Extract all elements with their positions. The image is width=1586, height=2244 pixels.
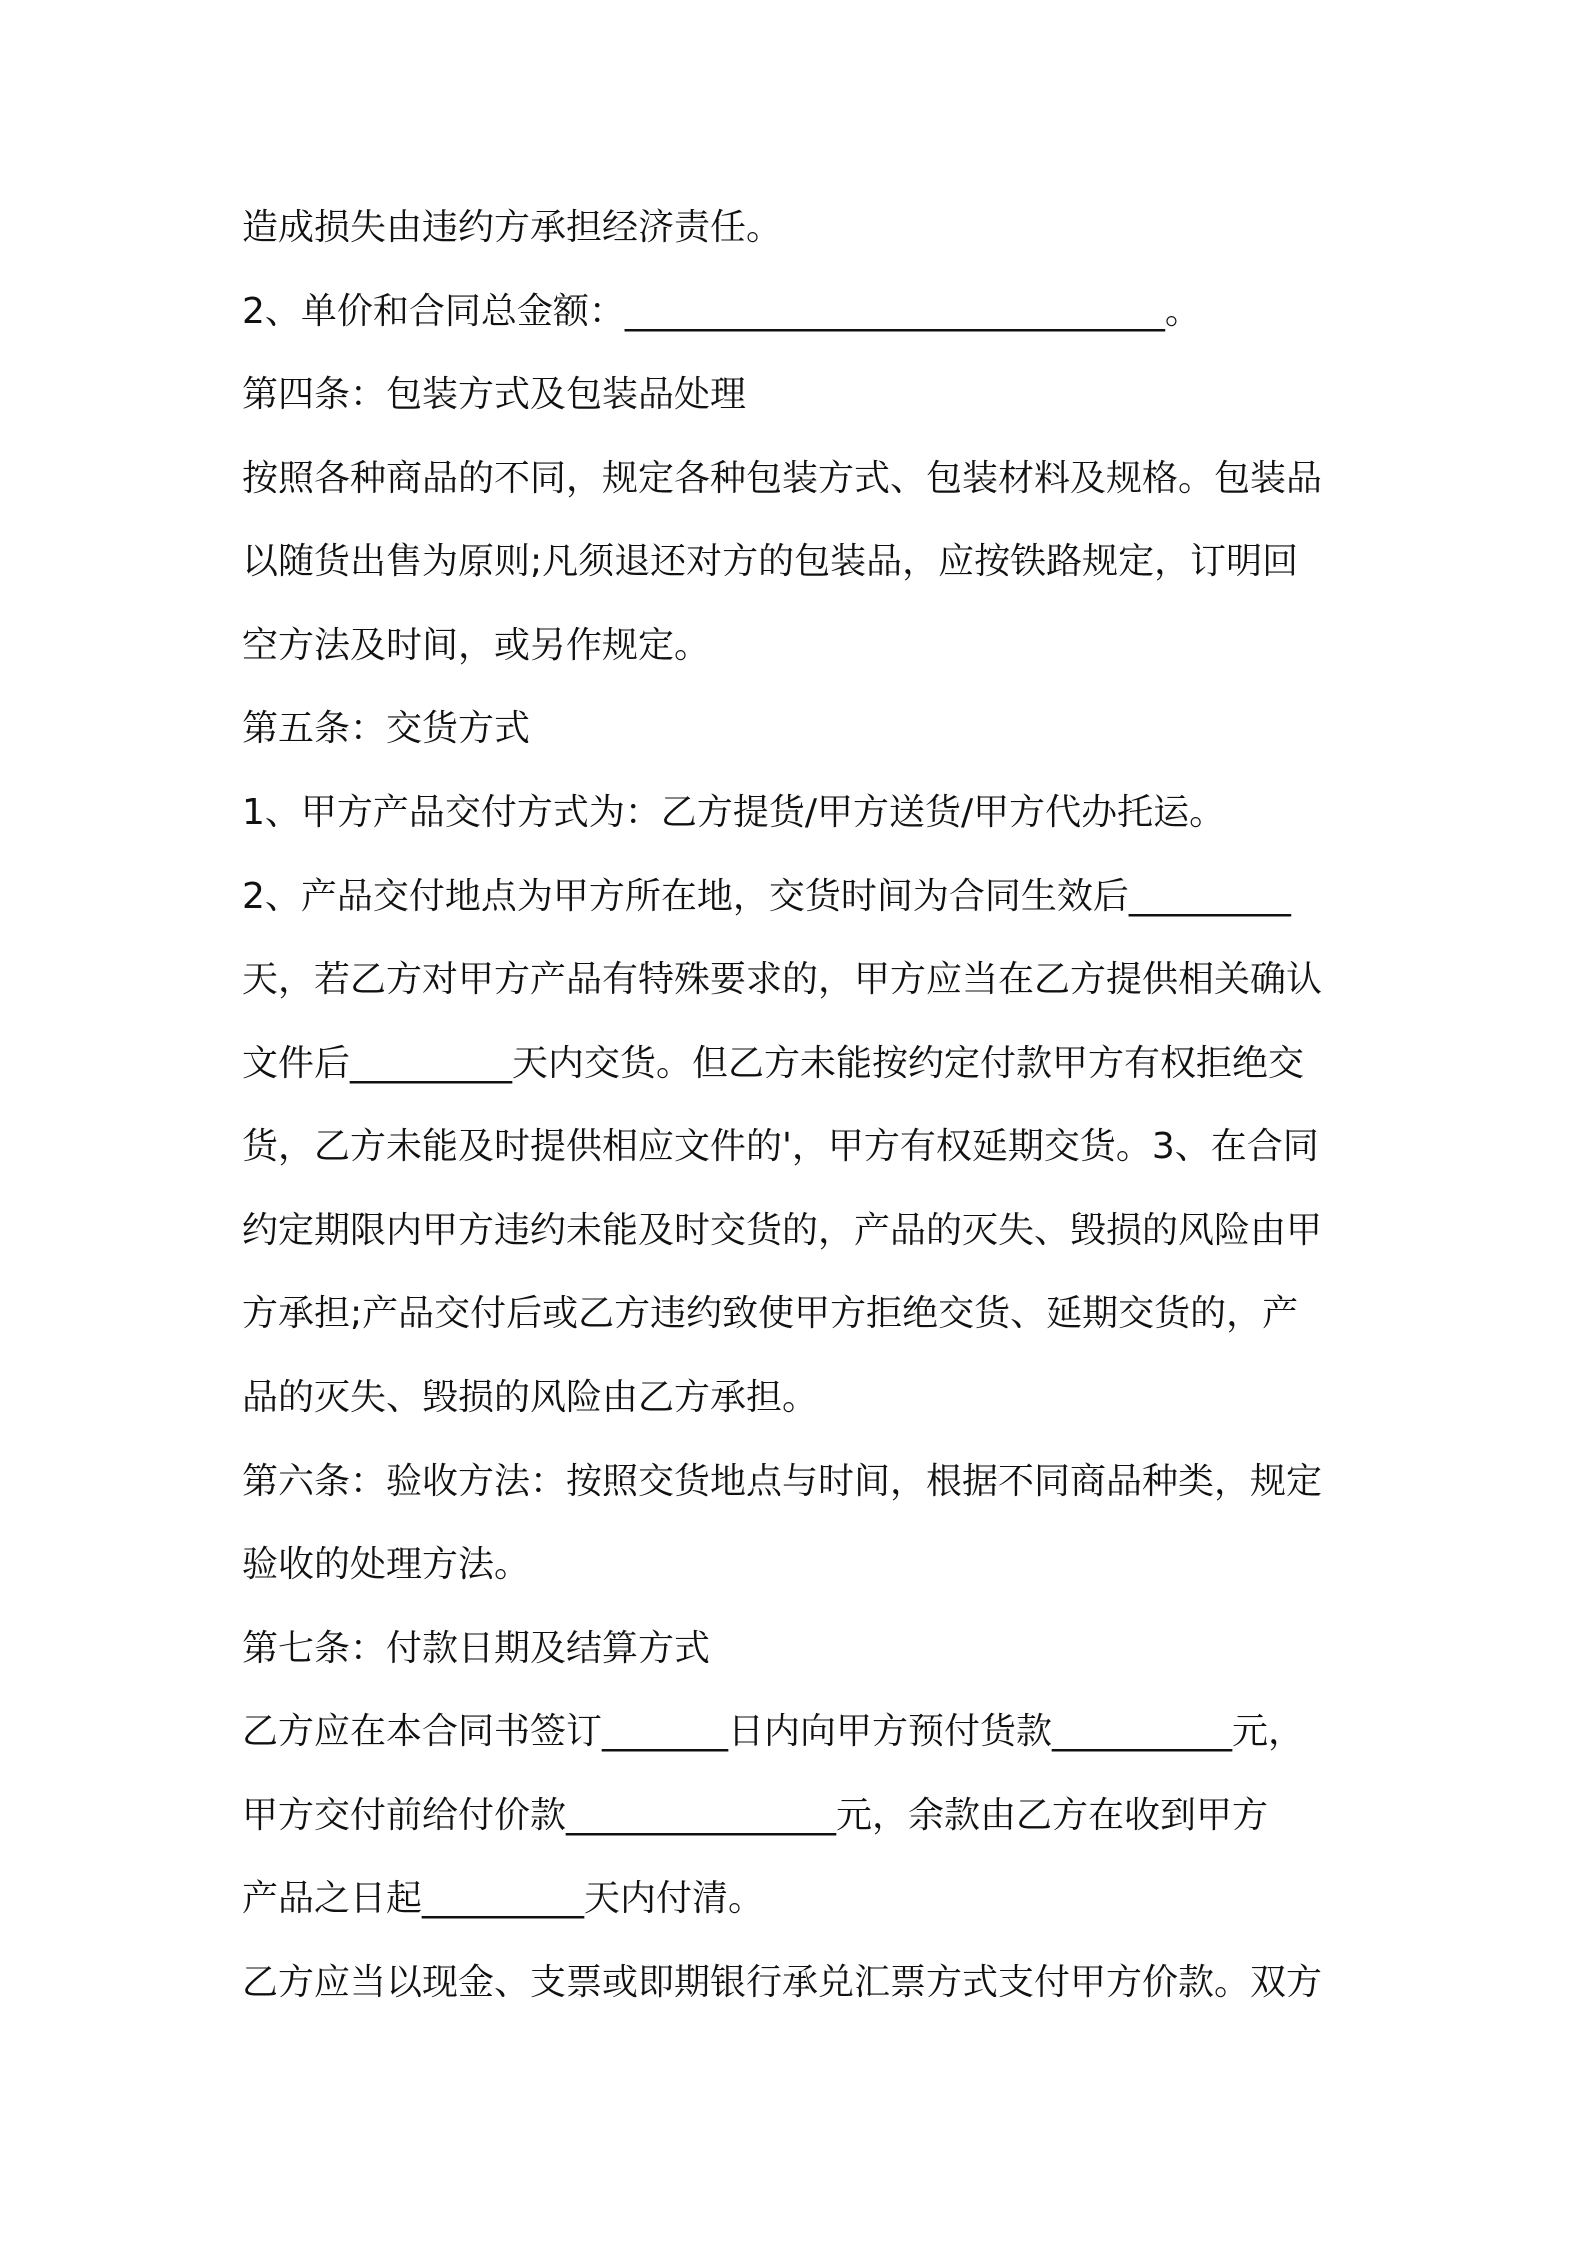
text-line: 品的灭失、毁损的风险由乙方承担。 [242, 1377, 819, 1418]
article-heading: 第七条：付款日期及结算方式 [242, 1628, 711, 1669]
text-line: 约定期限内甲方违约未能及时交货的，产品的灭失、毁损的风险由甲 [242, 1210, 1323, 1251]
text-line: 验收的处理方法。 [242, 1544, 531, 1585]
text-line: 天，若乙方对甲方产品有特殊要求的，甲方应当在乙方提供相关确认 [242, 959, 1323, 1000]
text-line: 以随货出售为原则;凡须退还对方的包装品，应按铁路规定，订明回 [242, 541, 1299, 582]
text-line: 2、产品交付地点为甲方所在地，交货时间为合同生效后_________ [242, 876, 1291, 917]
text-line: 甲方交付前给付价款_______________元，余款由乙方在收到甲方 [242, 1795, 1269, 1836]
article-heading: 第五条：交货方式 [242, 708, 531, 749]
article-heading: 第四条：包装方式及包装品处理 [242, 374, 747, 415]
text-line: 方承担;产品交付后或乙方违约致使甲方拒绝交货、延期交货的，产 [242, 1293, 1299, 1334]
text-line: 文件后_________天内交货。但乙方未能按约定付款甲方有权拒绝交 [242, 1043, 1305, 1084]
text-line: 乙方应当以现金、支票或即期银行承兑汇票方式支付甲方价款。双方 [242, 1962, 1323, 2003]
text-line: 产品之日起_________天内付清。 [242, 1878, 765, 1919]
text-line: 造成损失由违约方承担经济责任。 [242, 207, 783, 248]
text-line: 2、单价和合同总金额：______________________________。 [242, 291, 1201, 332]
text-line: 按照各种商品的不同，规定各种包装方式、包装材料及规格。包装品 [242, 458, 1323, 499]
text-line: 1、甲方产品交付方式为：乙方提货/甲方送货/甲方代办托运。 [242, 792, 1226, 833]
text-line: 乙方应在本合同书签订_______日内向甲方预付货款__________元， [242, 1711, 1305, 1752]
text-line: 空方法及时间，或另作规定。 [242, 625, 711, 666]
text-line: 货，乙方未能及时提供相应文件的'，甲方有权延期交货。3、在合同 [242, 1126, 1319, 1167]
article-heading: 第六条：验收方法：按照交货地点与时间，根据不同商品种类，规定 [242, 1461, 1323, 1502]
